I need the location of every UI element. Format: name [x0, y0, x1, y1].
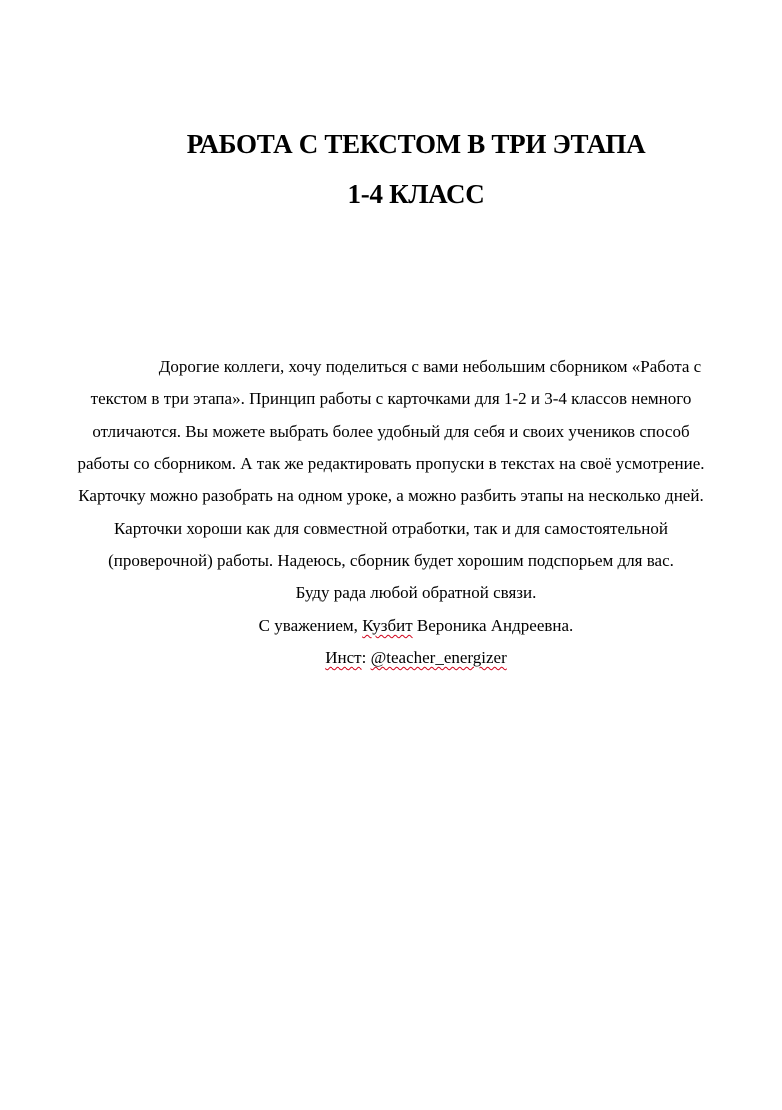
contact-label: Инст [325, 648, 362, 667]
signature-line [0, 615, 782, 637]
body-line-7: (проверочной) работы. Надеюсь, сборник будет хорошим подспорьем для вас. [108, 551, 674, 570]
document-subtitle: 1-4 КЛАСС [347, 179, 485, 209]
signature-prefix: С уважением, [258, 616, 363, 635]
body-line-2: текстом в три этапа». Принцип работы с карточками для 1-2 и 3-4 классов немного [90, 389, 692, 408]
body-line-1: Дорогие коллеги, хочу поделиться с вами небольшим сборником «Работа с [158, 357, 702, 376]
document-title: РАБОТА С ТЕКСТОМ В ТРИ ЭТАПА [186, 129, 646, 159]
body-line-8: Буду рада любой обратной связи. [295, 583, 537, 602]
signature-rest: Вероника Андреевна. [412, 616, 574, 635]
body-line-5: Карточку можно разобрать на одном уроке, а можно разбить этапы на несколько дней. [78, 486, 704, 505]
body-line-4: работы со сборником. А так же редактировать пропуски в текстах на своё усмотрение. [77, 454, 705, 473]
contact-separator: : [361, 648, 371, 667]
body-line-6: Карточки хороши как для совместной отработки, так и для самостоятельной [114, 519, 668, 538]
body-line-3: отличаются. Вы можете выбрать более удобный для себя и своих учеников способ [92, 422, 690, 441]
contact-handle: @teacher_energizer [370, 648, 507, 667]
signature-surname: Кузбит [362, 616, 413, 635]
contact-line [0, 647, 782, 669]
